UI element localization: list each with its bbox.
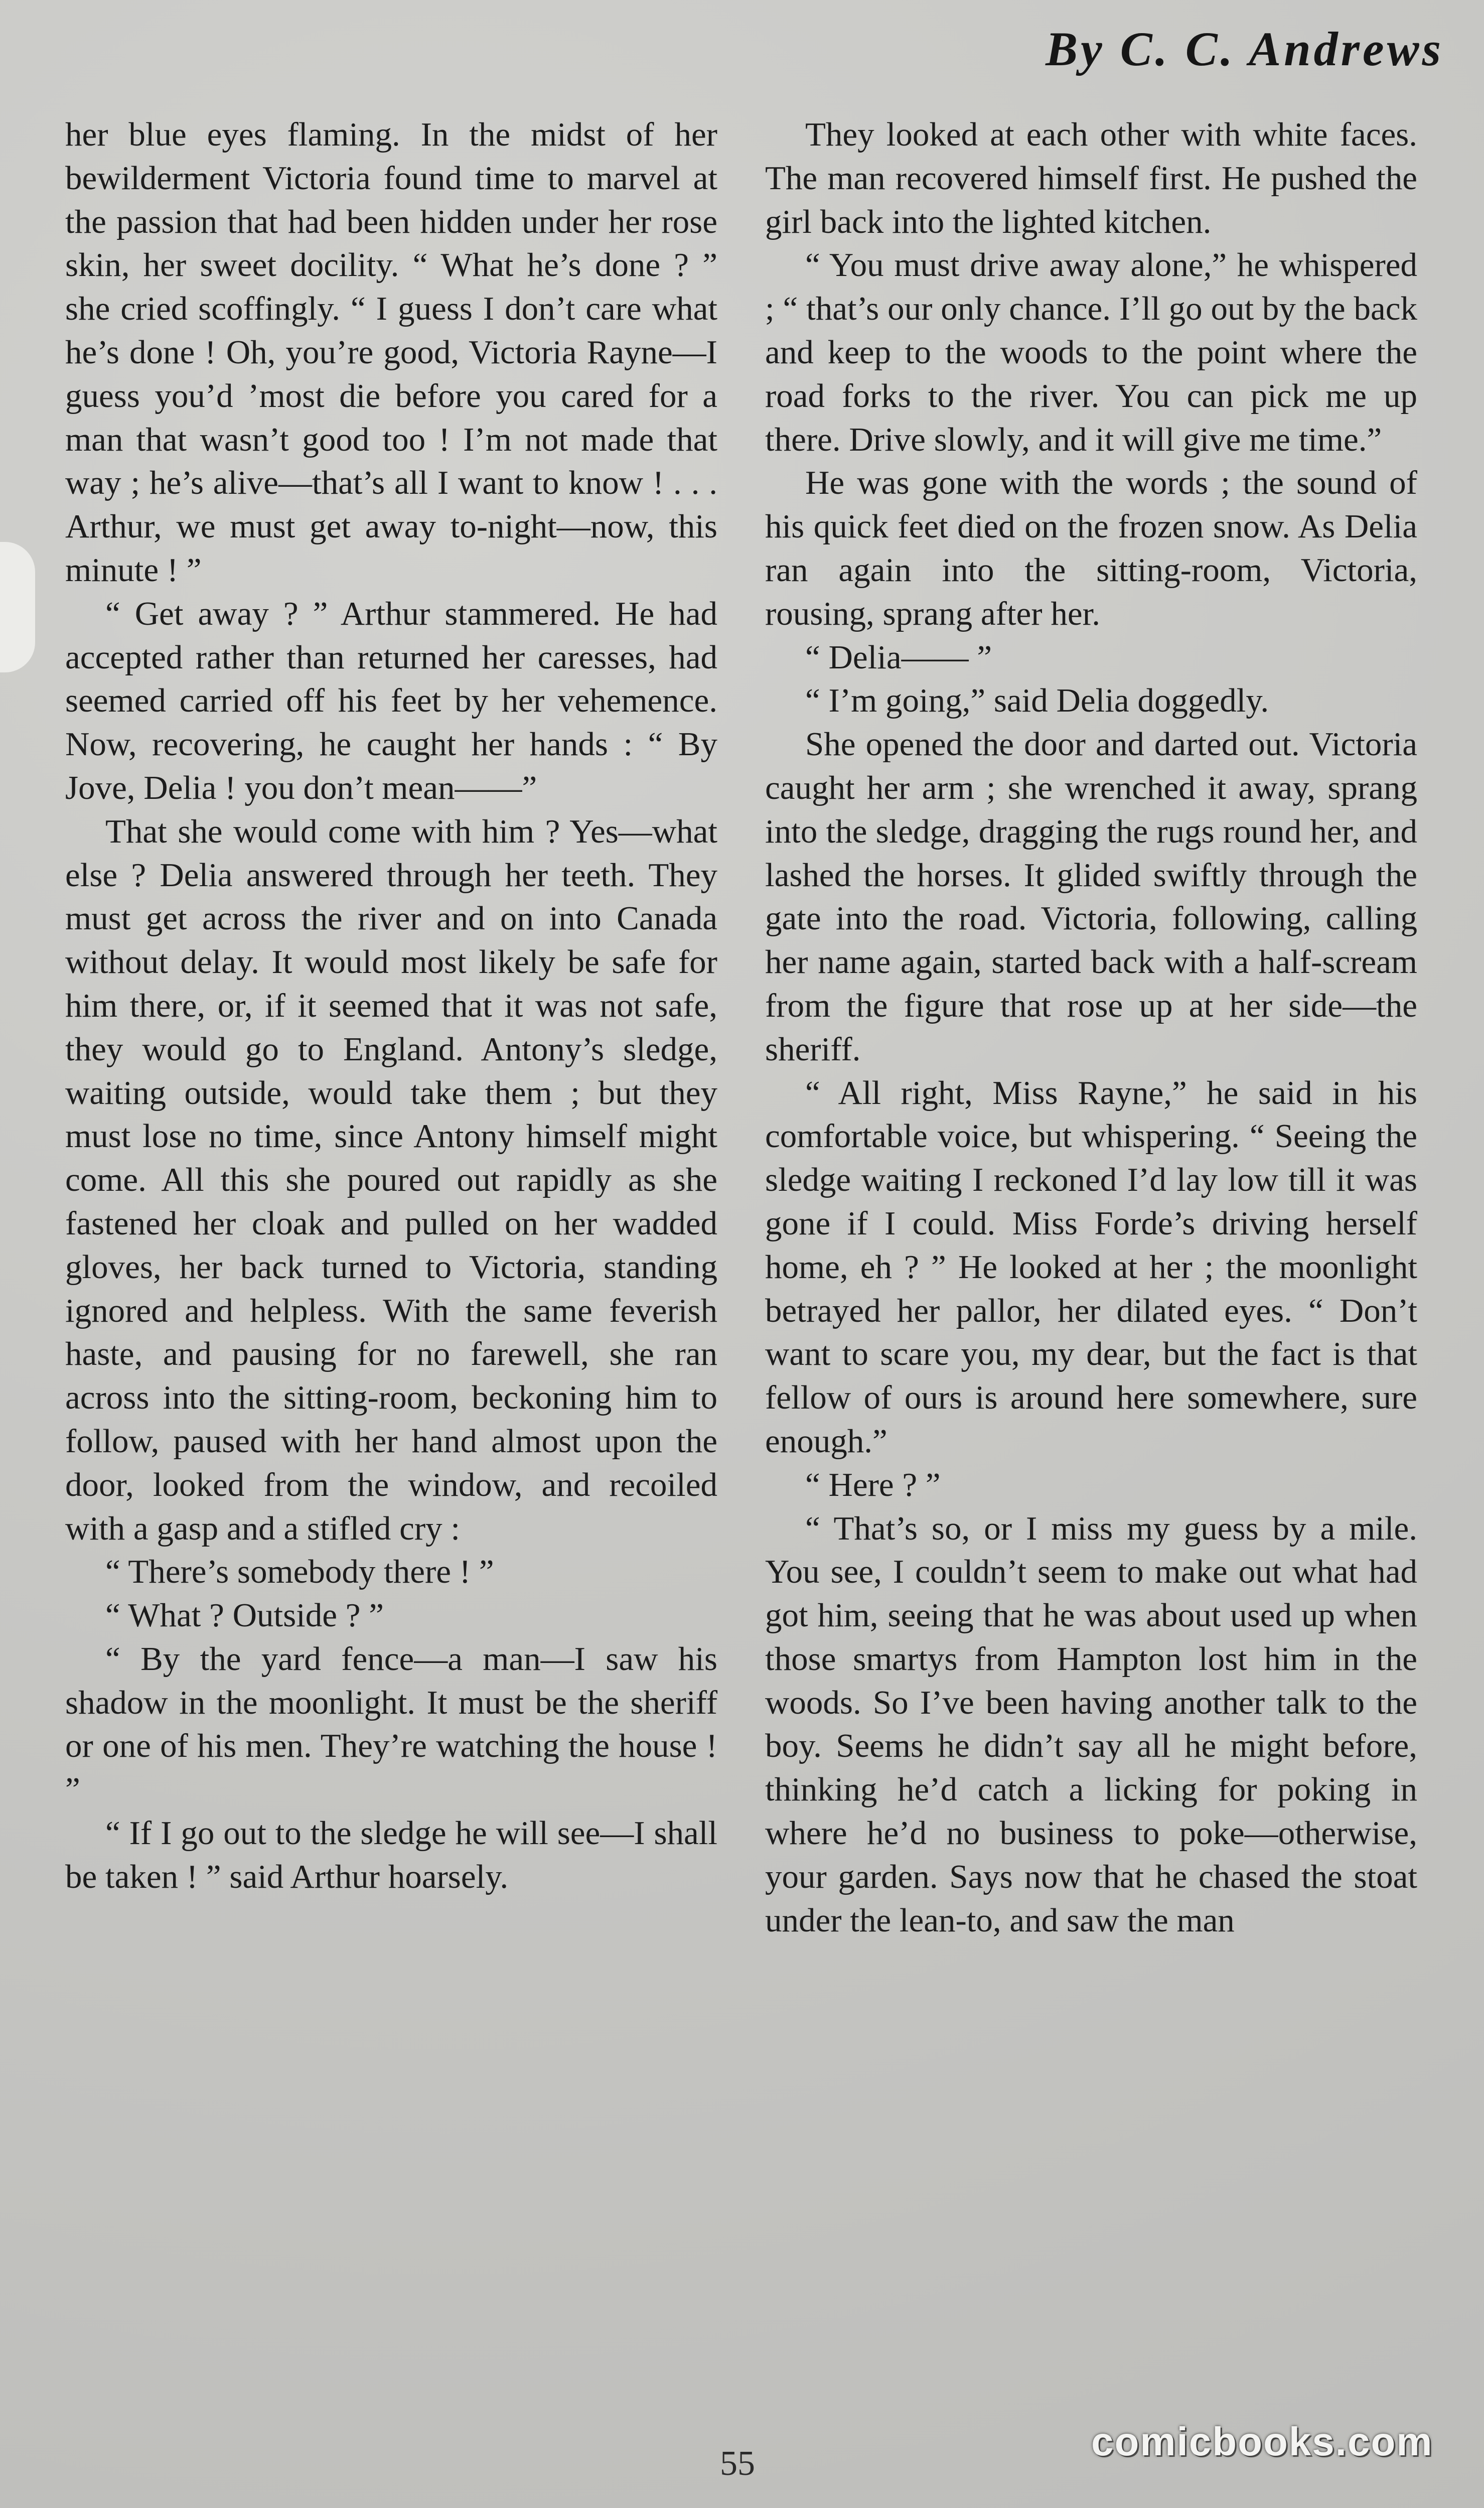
right-column — [765, 113, 1417, 1942]
paragraph: They looked at each other with white faces. The man recovered himself first. He pushed the girl back into the lighted kitchen. — [765, 116, 1417, 240]
author-byline: By C. C. Andrews — [1046, 22, 1444, 76]
torn-page-edge — [0, 542, 35, 672]
paragraph: “ Here ? ” — [805, 1466, 941, 1503]
site-watermark: comicbooks.com — [1091, 2419, 1433, 2464]
paragraph: “ If I go out to the sledge he will see—I shall be taken ! ” said Arthur hoarsely. — [65, 1815, 717, 1895]
page-number: 55 — [720, 2444, 755, 2483]
paragraph: “ Delia—— ” — [805, 638, 992, 676]
paragraph: “ By the yard fence—a man—I saw his shadow in the moonlight. It must be the sheriff or one of his men. They’re watching the house ! ” — [65, 1640, 717, 1808]
paragraph: She opened the door and darted out. Victoria caught her arm ; she wrenched it away, sprang into the sledge, dragging the rugs round her, and lashed the horses. It glided swiftly through the gate into the road. Victoria, following, calling her name again, started back with a half-scream from the figure that rose up at her side—the sheriff. — [765, 726, 1417, 1068]
paragraph: “ There’s somebody there ! ” — [105, 1553, 494, 1591]
paragraph: “ I’m going,” said Delia doggedly. — [805, 682, 1269, 720]
paragraph: “ Get away ? ” Arthur stammered. He had accepted rather than returned her caresses, had seemed carried off his feet by her vehemence. Now, recovering, he caught her hands : “ By Jove, Delia ! you don’t mean——” — [65, 595, 717, 806]
paragraph: her blue eyes flaming. In the midst of her bewilderment Victoria found time to marvel at the passion that had been hidden under her rose skin, her sweet docility. “ What he’s done ? ” she cried scoffingly. “ I guess I don’t care what he’s done ! Oh, you’re good, Victoria Rayne—I guess you’d ’most die before you cared for a man that wasn’t good too ! I’m not made that way ; he’s alive—that’s all I want to know ! . . . Arthur, we must get away to-night—now, this minute ! ” — [65, 116, 717, 589]
paragraph: He was gone with the words ; the sound of his quick feet died on the frozen snow. As Delia ran again into the sitting-room, Victoria, rousing, sprang after her. — [765, 464, 1417, 632]
paragraph: “ That’s so, or I miss my guess by a mile. You see, I couldn’t seem to make out what had got him, seeing that he was about used up when those smartys from Hampton lost him in the woods. So I’ve been having another talk to the boy. Seems he didn’t say all he might before, thinking he’d catch a licking for poking in where he’d no business to poke—otherwise, your garden. Says now that he chased the stoat under the lean-to, and saw the man — [765, 1509, 1417, 1939]
paragraph: “ What ? Outside ? ” — [105, 1597, 384, 1634]
left-column — [65, 113, 717, 1899]
paragraph: That she would come with him ? Yes—what else ? Delia answered through her teeth. They must get across the river and on into Canada without delay. It would most likely be safe for him there, or, if it seemed that it was not safe, they would go to England. Antony’s sledge, waiting outside, would take them ; but they must lose no time, since Antony himself might come. All this she poured out rapidly as she fastened her cloak and pulled on her wadded gloves, her back turned to Victoria, standing ignored and helpless. With the same feverish haste, and pausing for no farewell, she ran across into the sitting-room, beckoning him to follow, paused with her hand almost upon the door, looked from the window, and recoiled with a gasp and a stifled cry : — [65, 812, 717, 1547]
paragraph: “ You must drive away alone,” he whispered ; “ that’s our only chance. I’ll go out by the back and keep to the woods to the point where the road forks to the river. You can pick me up there. Drive slowly, and it will give me time.” — [765, 246, 1417, 458]
paragraph: “ All right, Miss Rayne,” he said in his comfortable voice, but whispering. “ Seeing the sledge waiting I reckoned I’d lay low till it was gone if I could. Miss Forde’s driving herself home, eh ? ” He looked at her ; the moonlight betrayed her pallor, her dilated eyes. “ Don’t want to scare you, my dear, but the fact is that fellow of ours is around here somewhere, sure enough.” — [765, 1074, 1417, 1460]
